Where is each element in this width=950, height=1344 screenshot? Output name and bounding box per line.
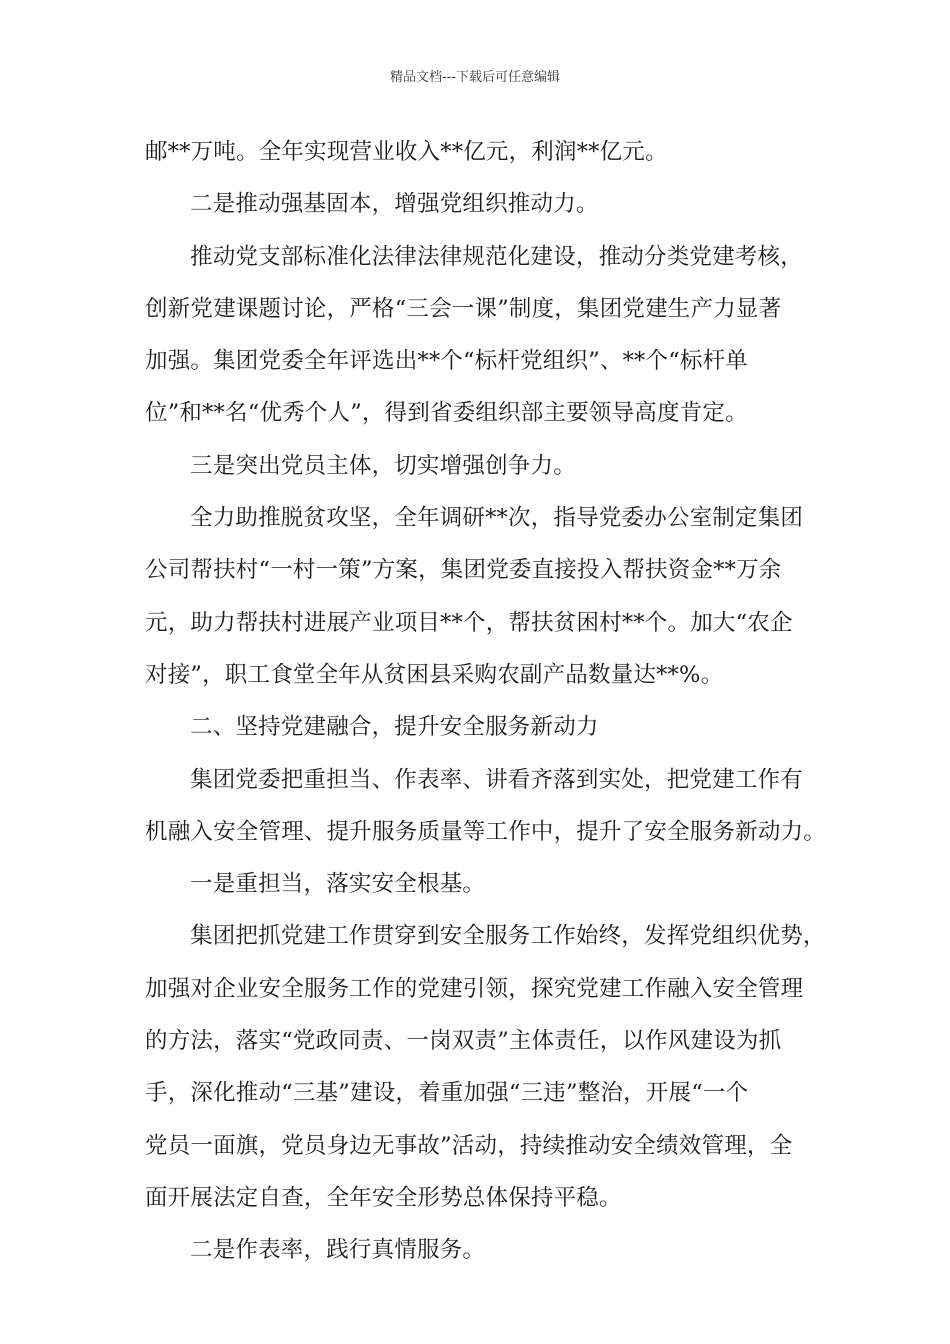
text-line: 手，深化推动“三基”建设，着重加强“三违”整治，开展“一个 — [145, 1080, 749, 1107]
text-line: 邮**万吨。全年实现营业收入**亿元，利润**亿元。 — [145, 139, 668, 165]
text-line: 创新党建课题讨论，严格“三会一课”制度，集团党建生产力显著 — [145, 295, 782, 322]
text-line: 公司帮扶村“一村一策”方案，集团党委直接投入帮扶资金**万余 — [145, 557, 782, 584]
text-line: 集团把抓党建工作贯穿到安全服务工作始终，发挥党组织优势， — [190, 923, 826, 950]
text-line: 三是突出党员主体，切实增强创争力。 — [190, 452, 576, 479]
text-line: 党员一面旗，党员身边无事故”活动，持续推动安全绩效管理，全 — [145, 1132, 793, 1159]
text-line: 推动党支部标准化法律法律规范化建设，推动分类党建考核， — [190, 243, 803, 270]
text-line: 加强对企业安全服务工作的党建引领，探究党建工作融入安全管理 — [145, 975, 804, 1002]
page-header: 精品文档---下载后可任意编辑 — [389, 70, 561, 85]
text-line: 位”和**名“优秀个人”，得到省委组织部主要领导高度肯定。 — [145, 400, 748, 427]
text-line: 二是推动强基固本，增强党组织推动力。 — [190, 191, 599, 218]
text-line: 集团党委把重担当、作表率、讲看齐落到实处，把党建工作有 — [190, 766, 803, 793]
text-line: 机融入安全管理、提升服务质量等工作中，提升了安全服务新动力。 — [145, 818, 827, 845]
text-line: 加强。集团党委全年评选出**个“标杆党组织”、**个“标杆单 — [145, 348, 749, 375]
text-line: 二、坚持党建融合，提升安全服务新动力 — [190, 714, 599, 741]
document-body — [145, 129, 827, 1280]
text-line: 元，助力帮扶村进展产业项目**个，帮扶贫困村**个。加大“农企 — [145, 609, 793, 636]
text-line: 面开展法定自查，全年安全形势总体保持平稳。 — [145, 1184, 622, 1211]
text-line: 的方法，落实“党政同责、一岗双责”主体责任，以作风建设为抓 — [145, 1028, 782, 1055]
text-line: 二是作表率，践行真情服务。 — [190, 1237, 486, 1264]
text-line: 一是重担当，落实安全根基。 — [190, 871, 486, 898]
text-line: 全力助推脱贫攻坚，全年调研**次，指导党委办公室制定集团 — [190, 505, 804, 532]
text-line: 对接”，职工食堂全年从贫困县采购农副产品数量达**%。 — [145, 661, 724, 688]
